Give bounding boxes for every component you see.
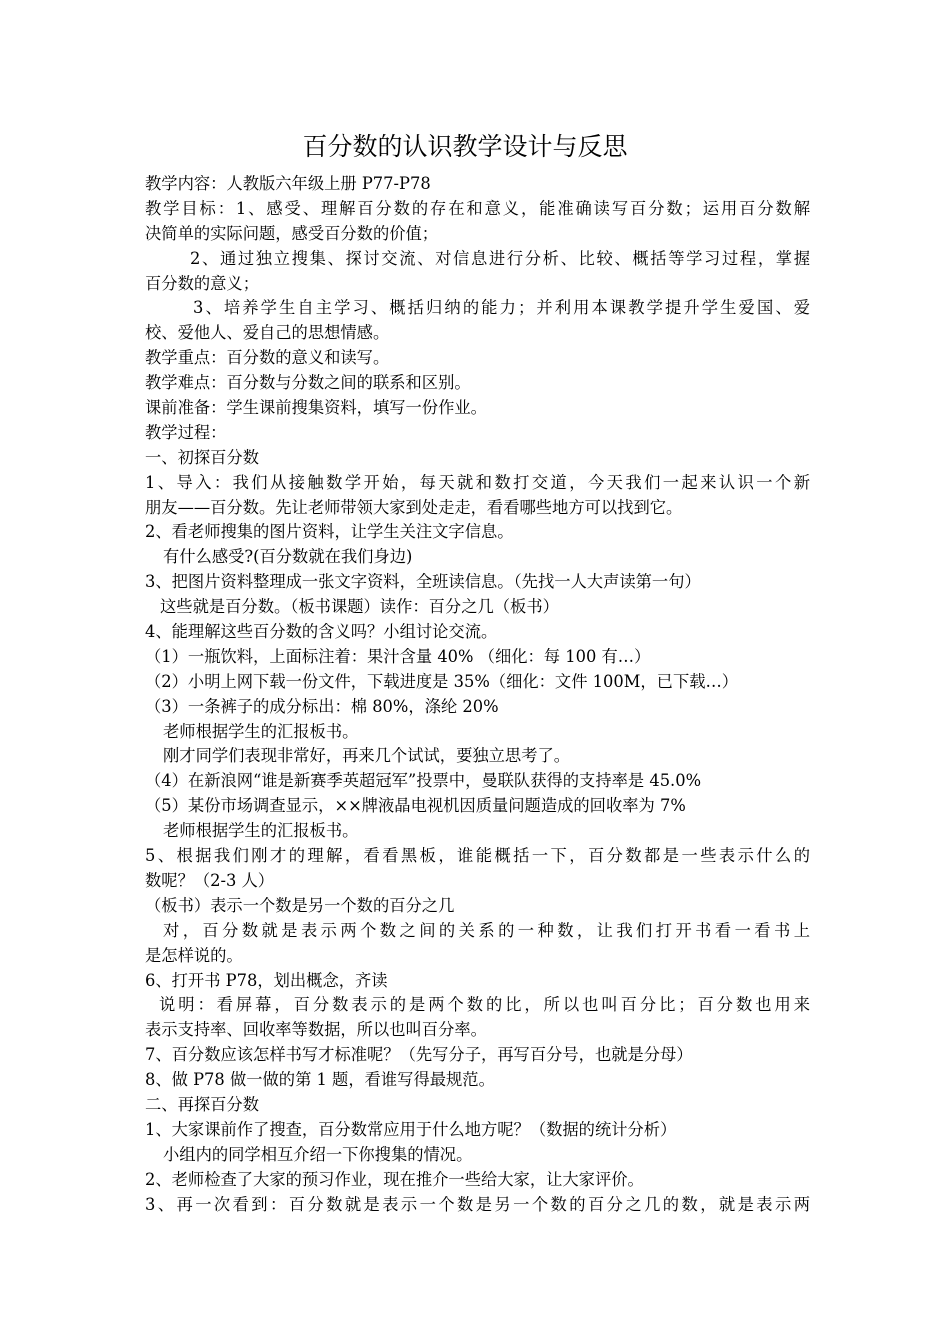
text-line: 1、大家课前作了搜查，百分数常应用于什么地方呢？（数据的统计分析） bbox=[145, 1119, 677, 1139]
text-line: 表示支持率、回收率等数据，所以也叫百分率。 bbox=[145, 1020, 487, 1040]
text-line: 教学难点：百分数与分数之间的联系和区别。 bbox=[145, 373, 471, 393]
text-line: 小组内的同学相互介绍一下你搜集的情况。 bbox=[163, 1144, 473, 1164]
text-line: 教学重点：百分数的意义和读写。 bbox=[145, 348, 390, 368]
text-line: 是怎样说的。 bbox=[145, 945, 243, 965]
text-line: 决简单的实际问题，感受百分数的价值； bbox=[145, 223, 439, 243]
text-line: （1）一瓶饮料，上面标注着：果汁含量 40% （细化：每 100 有…） bbox=[145, 646, 651, 666]
text-line: 3、培养学生自主学习、概括归纳的能力；并利用本课教学提升学生爱国、爱 bbox=[193, 298, 810, 318]
text-line: （3）一条裤子的成分标出：棉 80%，涤纶 20% bbox=[145, 696, 499, 716]
text-line: 这些就是百分数。（板书课题）读作：百分之几（板书） bbox=[160, 597, 559, 617]
text-line: 6、打开书 P78，划出概念，齐读 bbox=[145, 970, 388, 990]
text-line: （5）某份市场调查显示，××牌液晶电视机因质量问题造成的回收率为 7% bbox=[145, 796, 686, 816]
document-title: 百分数的认识教学设计与反思 bbox=[302, 132, 628, 161]
text-line: 2、老师检查了大家的预习作业，现在推介一些给大家，让大家评价。 bbox=[145, 1169, 644, 1189]
text-line: 老师根据学生的汇报板书。 bbox=[163, 721, 359, 741]
text-line: 1、导入：我们从接触数学开始，每天就和数打交道，今天我们一起来认识一个新 bbox=[145, 472, 810, 492]
text-line: 百分数的意义； bbox=[145, 273, 259, 293]
text-line: 对，百分数就是表示两个数之间的关系的一种数，让我们打开书看一看书上 bbox=[163, 920, 810, 940]
text-line: 8、做 P78 做一做的第 1 题，看谁写得最规范。 bbox=[145, 1070, 495, 1090]
text-line: 教学目标：1、感受、理解百分数的存在和意义，能准确读写百分数；运用百分数解 bbox=[145, 198, 810, 218]
text-line: （板书）表示一个数是另一个数的百分之几 bbox=[145, 895, 455, 915]
text-line: 说明：看屏幕，百分数表示的是两个数的比，所以也叫百分比；百分数也用来 bbox=[159, 995, 810, 1015]
text-line: 数呢？（2-3 人） bbox=[145, 870, 275, 890]
text-line: 2、看老师搜集的图片资料，让学生关注文字信息。 bbox=[145, 522, 514, 542]
text-line: 3、再一次看到：百分数就是表示一个数是另一个数的百分之几的数，就是表示两 bbox=[145, 1194, 810, 1214]
text-line: 朋友——百分数。先让老师带领大家到处走走，看看哪些地方可以找到它。 bbox=[145, 497, 683, 517]
text-line: 4、能理解这些百分数的含义吗？小组讨论交流。 bbox=[145, 622, 498, 642]
text-line: 刚才同学们表现非常好，再来几个试试，要独立思考了。 bbox=[163, 746, 571, 766]
text-line: （4）在新浪网“谁是新赛季英超冠军”投票中，曼联队获得的支持率是 45.0% bbox=[145, 771, 702, 791]
text-line: 老师根据学生的汇报板书。 bbox=[163, 821, 359, 841]
text-line: 教学过程： bbox=[145, 422, 227, 442]
text-line: 3、把图片资料整理成一张文字资料，全班读信息。（先找一人大声读第一句） bbox=[145, 572, 701, 592]
text-line: （2）小明上网下载一份文件，下载进度是 35%（细化：文件 100M，已下载…） bbox=[145, 671, 739, 691]
text-line: 一、初探百分数 bbox=[145, 447, 259, 467]
text-line: 5、根据我们刚才的理解，看看黑板，谁能概括一下，百分数都是一些表示什么的 bbox=[145, 846, 810, 866]
text-line: 有什么感受?(百分数就在我们身边) bbox=[163, 547, 413, 567]
text-line: 校、爱他人、爱自己的思想情感。 bbox=[145, 323, 390, 343]
text-line: 7、百分数应该怎样书写才标准呢？（先写分子，再写百分号，也就是分母） bbox=[145, 1045, 693, 1065]
text-line: 课前准备：学生课前搜集资料，填写一份作业。 bbox=[145, 398, 487, 418]
document-body bbox=[145, 172, 810, 1217]
text-line: 教学内容：人教版六年级上册 P77-P78 bbox=[145, 174, 431, 193]
text-line: 2、通过独立搜集、探讨交流、对信息进行分析、比较、概括等学习过程，掌握 bbox=[190, 248, 810, 268]
text-line: 二、再探百分数 bbox=[145, 1094, 259, 1114]
